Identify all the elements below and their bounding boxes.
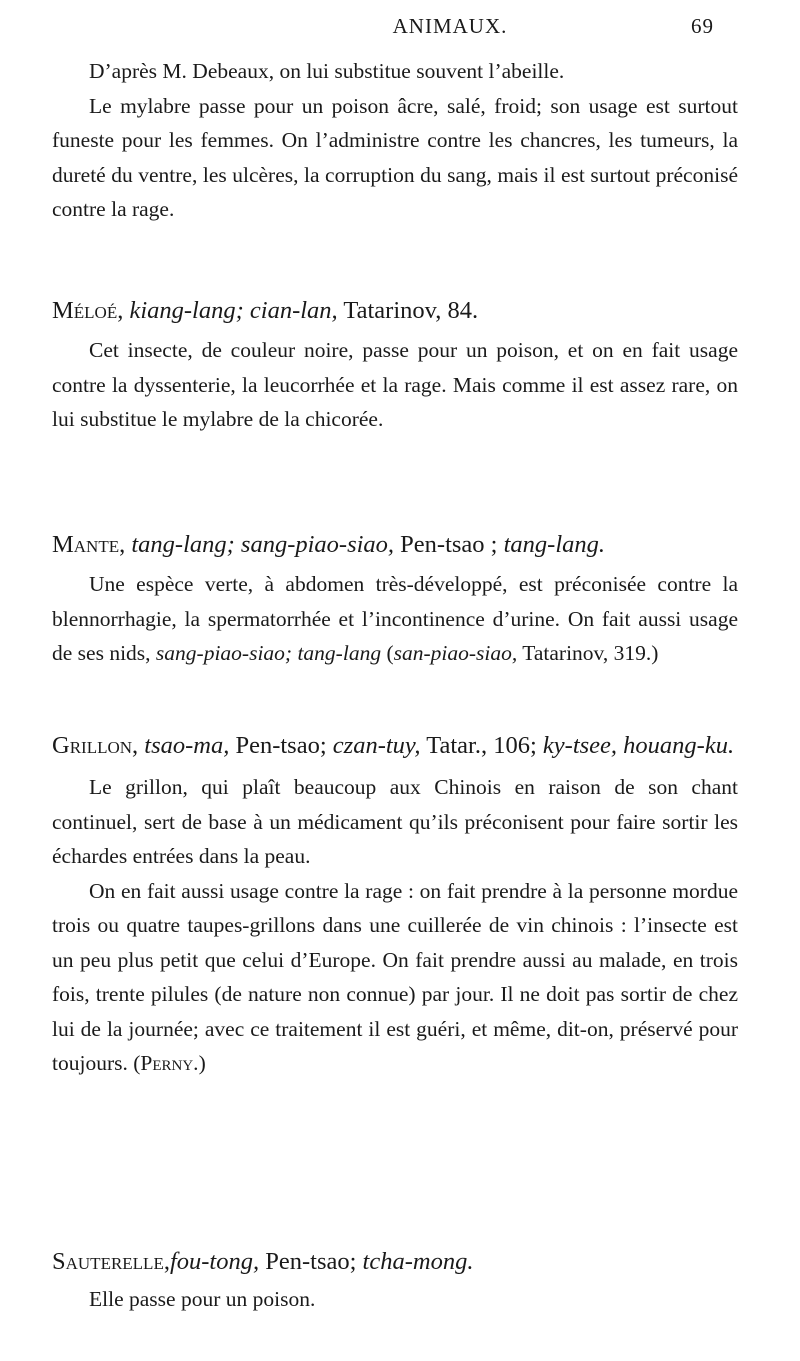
chinese-name: tcha-mong. [362, 1248, 474, 1275]
paragraph: Le mylabre passe pour un poison âcre, salé, froid; son usage est surtout funeste pour les femmes. On l’administre contre les chancres, les tumeurs, la dureté du ventre, les ulcères, la corruption du sang, mais il est surtout préconisé contre la rage. [52, 93, 738, 221]
paragraph: On en fait aussi usage contre la rage : on fait prendre à la personne mordue trois ou quatre taupes-grillons dans une cuillerée de vin chinois : l’insecte est un peu plus petit que celui d’Europe. On fait prendre aussi au malade, en trois fois, trente pilules (de nature non connue) par jour. Il ne doit pas sortir de chez lui de la journée; avec ce traitement il est guéri, et même, dit-on, préservé pour toujours. (Perny.) [52, 878, 738, 1075]
chinese-name: kiang-lang; cian-lan, [129, 297, 338, 324]
entry-heading: Mante, tang-lang; sang-piao-siao, Pen-tsao ; tang-lang. [52, 531, 606, 558]
entry-sauterelle [52, 1244, 738, 1317]
entry-heading: Méloé, kiang-lang; cian-lan, Tatarinov, 84. [52, 297, 479, 324]
paragraph: Cet insecte, de couleur noire, passe pour un poison, et on en fait usage contre la dyssenterie, la leucorrhée et la rage. Mais comme il est assez rare, on lui substitue le mylabre de la chicorée. [52, 338, 738, 431]
reference: Pen-tsao; [259, 1248, 363, 1275]
entry-term: Méloé [52, 297, 118, 324]
paragraph: Une espèce verte, à abdomen très-développé, est préconisée contre la blennorrhagie, la spermatorrhée et l’incontinence d’urine. On fait aussi usage de ses nids, sang-piao-siao; tang-lang (san-piao-siao, Tatarinov, 319.) [52, 572, 738, 665]
chinese-name: tang-lang. [503, 531, 606, 558]
chinese-name: czan-tuy, [332, 732, 421, 759]
body-text [52, 54, 738, 227]
paragraph: Le grillon, qui plaît beaucoup aux Chinois en raison de son chant continuel, sert de base à un médicament qu’ils préconisent pour faire sortir les échardes entrées dans la peau. [52, 775, 738, 868]
reference: Pen-tsao ; [394, 531, 504, 558]
entry-term: Mante [52, 531, 120, 558]
entry-heading: Grillon, tsao-ma, Pen-tsao; czan-tuy, Tatar., 106; ky-tsee, houang-ku. [52, 732, 735, 759]
chinese-name: tang-lang; sang-piao-siao, [131, 531, 395, 558]
entry-heading: Sauterelle,fou-tong, Pen-tsao; tcha-mong. [52, 1248, 474, 1275]
entry-grillon [52, 728, 738, 1081]
entry-term: Grillon [52, 732, 133, 759]
reference: Pen-tsao; [229, 732, 333, 759]
entry-term: Sauterelle [52, 1248, 164, 1275]
paragraph: Elle passe pour un poison. [89, 1287, 316, 1311]
page-number: 69 [691, 14, 714, 38]
entry-mante [52, 527, 738, 671]
chinese-name: fou-tong, [169, 1248, 260, 1275]
source-citation: Perny. [140, 1051, 199, 1075]
chinese-name: ky-tsee, houang-ku. [542, 732, 735, 759]
paragraph: D’après M. Debeaux, on lui substitue souvent l’abeille. [89, 59, 565, 83]
chinese-name: tsao-ma, [144, 732, 230, 759]
running-title: ANIMAUX. [392, 14, 508, 38]
entry-meloe [52, 293, 738, 437]
reference: Tatar., 106; [420, 732, 543, 759]
reference: Tatarinov, 84. [337, 297, 479, 324]
running-head [240, 14, 720, 40]
